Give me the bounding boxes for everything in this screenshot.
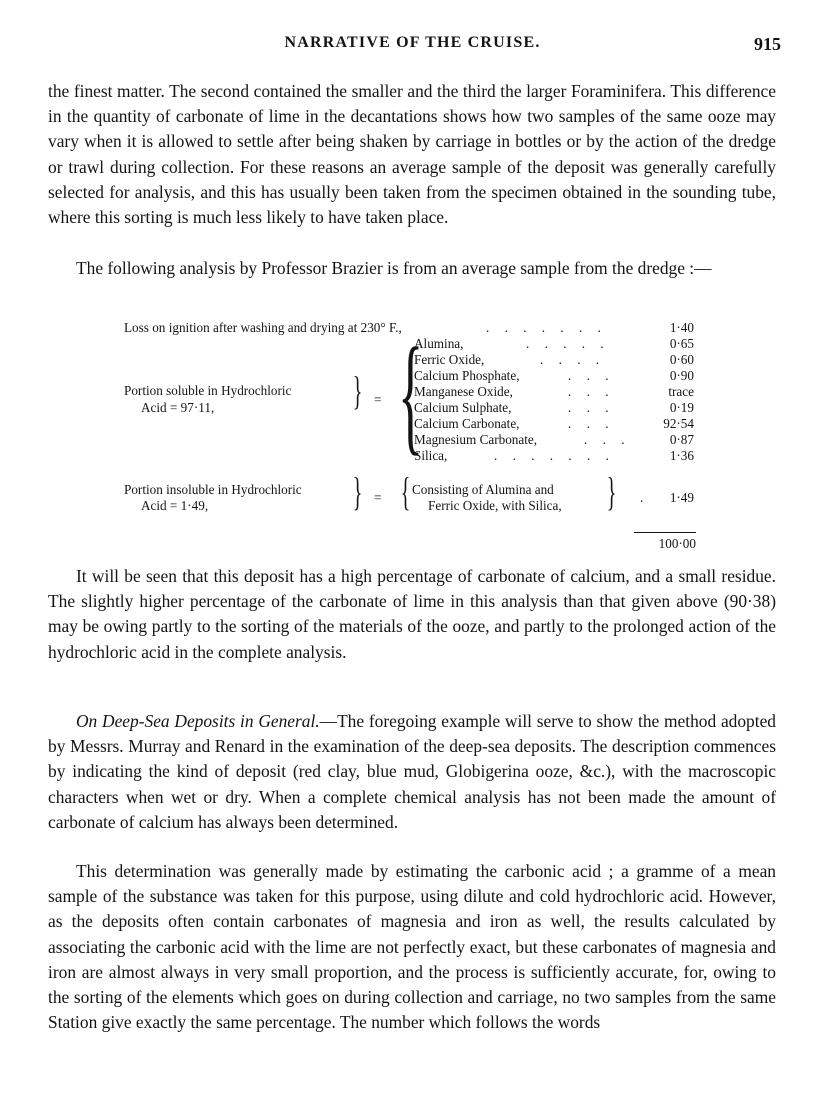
value-ferric-oxide: 0·60 xyxy=(669,352,694,367)
item-silica: Silica, xyxy=(414,448,448,463)
loss-value: 1·40 xyxy=(669,320,694,335)
right-curly-brace: } xyxy=(352,368,363,413)
leader-dots: . . . . . xyxy=(526,336,610,351)
value-manganese-oxide: trace xyxy=(668,384,694,399)
paragraph-3: It will be seen that this deposit has a high percentage of carbonate of calcium, and a small residue. The slightly higher percentage of the carbonate of lime in this analysis than that given above (90·38) may be owing partly to the sorting of the materials of the ooze, and partly to the prolonged action of the hydrochloric acid in the complete analysis. xyxy=(48,566,776,662)
paragraph-2: The following analysis by Professor Brazier is from an average sample from the dredge :— xyxy=(76,258,712,278)
paragraph-5: This determination was generally made by estimating the carbonic acid ; a gramme of a mean sample of the substance was taken for this purpose, using dilute and cold hydrochloric acid. However, as the deposits often contain carbonates of magnesia and iron as well, the results calculated by associating the carbonic acid with the lime are not perfectly exact, but these carbonates of magnesia and iron are almost always in very small proportion, and the process is sufficiently accurate, for, owing to the sorting of the elements which goes on during collection and carriage, no two samples from the same Station give exactly the same percentage. The number which follows the words xyxy=(48,861,776,1033)
right-curly-brace: } xyxy=(606,469,617,514)
paragraph-4 xyxy=(48,709,776,835)
left-curly-brace: { xyxy=(398,320,424,468)
leader-dots: . . . xyxy=(568,368,615,383)
insoluble-label-line-2: Acid = 1·49, xyxy=(141,498,209,513)
leader-dots: . . . xyxy=(568,400,615,415)
soluble-label-line-2: Acid = 97·11, xyxy=(141,400,215,415)
left-curly-brace: { xyxy=(400,469,411,514)
item-manganese-oxide: Manganese Oxide, xyxy=(414,384,513,399)
value-calcium-sulphate: 0·19 xyxy=(669,400,694,415)
value-silica: 1·36 xyxy=(669,448,694,463)
paragraph-4-body: —The foregoing example will serve to show the method adopted by Messrs. Murray and Renard in the examination of the deep-sea deposits. The description commences by indicating the kind of deposit (red clay, blue mud, Globigerina ooze, &c.), with the macroscopic characters when wet or dry. When a complete chemical analysis has not been made the amount of carbonate of calcium has always been determined. xyxy=(48,711,777,832)
item-calcium-phosphate: Calcium Phosphate, xyxy=(414,368,520,383)
value-alumina: 0·65 xyxy=(669,336,694,351)
value-calcium-phosphate: 0·90 xyxy=(669,368,694,383)
item-alumina: Alumina, xyxy=(414,336,464,351)
insoluble-desc-line-1: Consisting of Alumina and xyxy=(412,482,554,497)
page-number: 915 xyxy=(754,34,781,54)
item-calcium-carbonate: Calcium Carbonate, xyxy=(414,416,520,431)
equals-sign: = xyxy=(374,392,382,407)
leader-dots: . . . . . . . xyxy=(486,320,607,335)
insoluble-label-line-1: Portion insoluble in Hydrochloric xyxy=(124,482,302,497)
value-magnesium-carbonate: 0·87 xyxy=(669,432,694,447)
right-curly-brace: } xyxy=(352,469,363,514)
item-ferric-oxide: Ferric Oxide, xyxy=(414,352,485,367)
value-calcium-carbonate: 92·54 xyxy=(663,416,694,431)
insoluble-desc-line-2: Ferric Oxide, with Silica, xyxy=(428,498,562,513)
paragraph-1: the finest matter. The second contained the smaller and the third the larger Foraminifera. This difference in the quantity of carbonate of lime in the decantations shows how two samples of the same ooze may vary when it is allowed to settle after being shaken by carriage in bottles or by the action of the dredge or trawl during collection. For these reasons an average sample of the deposit was generally carefully selected for analysis, and this has usually been taken from the specimen obtained in the sounding tube, where this sorting is much less likely to have taken place. xyxy=(48,81,776,228)
leader-dots: . . . . . . . xyxy=(494,448,615,463)
leader-dots: . . . . xyxy=(540,352,606,367)
section-heading: On Deep-Sea Deposits in General. xyxy=(76,711,320,731)
leader-dots: . . . xyxy=(584,432,631,447)
insoluble-value: 1·49 xyxy=(669,490,694,505)
leader-dots: . . . xyxy=(568,416,615,431)
loss-label: Loss on ignition after washing and drying at 230° F., xyxy=(124,320,402,335)
running-title: NARRATIVE OF THE CRUISE. xyxy=(284,34,541,51)
item-calcium-sulphate: Calcium Sulphate, xyxy=(414,400,512,415)
item-magnesium-carbonate: Magnesium Carbonate, xyxy=(414,432,538,447)
total-value: 100·00 xyxy=(658,536,696,551)
equals-sign: = xyxy=(374,490,382,505)
total-rule xyxy=(634,532,696,533)
leader-dots: . xyxy=(640,490,650,505)
leader-dots: . . . xyxy=(568,384,615,399)
soluble-label-line-1: Portion soluble in Hydrochloric xyxy=(124,383,292,398)
